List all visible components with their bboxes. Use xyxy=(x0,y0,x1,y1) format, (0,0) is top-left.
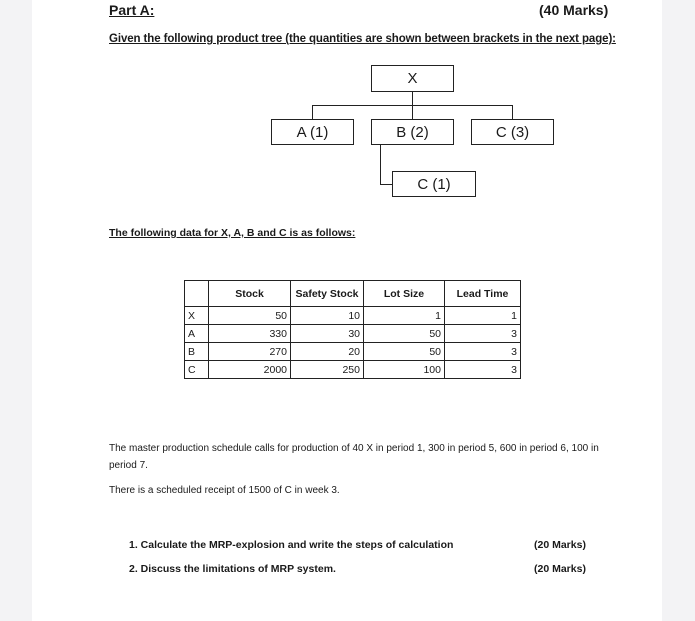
cell-lead-time: 3 xyxy=(445,325,521,343)
cell-item: C xyxy=(185,361,209,379)
cell-safety-stock: 30 xyxy=(291,325,364,343)
tree-node-c: C (3) xyxy=(471,119,554,145)
question-2-marks: (20 Marks) xyxy=(534,563,586,575)
cell-lead-time: 3 xyxy=(445,361,521,379)
data-heading: The following data for X, A, B and C is as follows: xyxy=(109,227,356,239)
inventory-table xyxy=(184,280,521,379)
question-2: 2. Discuss the limitations of MRP system. xyxy=(129,563,336,575)
question-1: 1. Calculate the MRP-explosion and write the steps of calculation xyxy=(129,539,454,551)
tree-node-b-c: C (1) xyxy=(392,171,476,197)
table-header-safety-stock: Safety Stock xyxy=(291,281,364,307)
table-row xyxy=(185,307,521,325)
cell-lot-size: 50 xyxy=(364,325,445,343)
tree-connector xyxy=(412,105,413,119)
table-header-row xyxy=(185,281,521,307)
tree-connector xyxy=(412,92,413,106)
cell-lot-size: 100 xyxy=(364,361,445,379)
cell-item: X xyxy=(185,307,209,325)
table-header-stock: Stock xyxy=(209,281,291,307)
cell-item: B xyxy=(185,343,209,361)
mps-paragraph: The master production schedule calls for production of 40 X in period 1, 300 in period 5, 600 in period 6, 100 in period 7. xyxy=(109,443,599,471)
cell-item: A xyxy=(185,325,209,343)
tree-connector xyxy=(380,145,381,185)
cell-lead-time: 1 xyxy=(445,307,521,325)
cell-lot-size: 1 xyxy=(364,307,445,325)
tree-connector xyxy=(312,105,313,119)
part-title: Part A: xyxy=(109,2,155,18)
cell-lot-size: 50 xyxy=(364,343,445,361)
cell-safety-stock: 250 xyxy=(291,361,364,379)
cell-stock: 2000 xyxy=(209,361,291,379)
table-row xyxy=(185,361,521,379)
question-1-marks: (20 Marks) xyxy=(534,539,586,551)
receipt-paragraph: There is a scheduled receipt of 1500 of C in week 3. xyxy=(109,485,340,496)
tree-node-a: A (1) xyxy=(271,119,354,145)
cell-stock: 330 xyxy=(209,325,291,343)
document-page xyxy=(32,0,662,621)
total-marks: (40 Marks) xyxy=(539,2,609,18)
tree-node-b: B (2) xyxy=(371,119,454,145)
table-row xyxy=(185,343,521,361)
intro-text: Given the following product tree (the quantities are shown between brackets in the next page): xyxy=(109,33,616,45)
cell-lead-time: 3 xyxy=(445,343,521,361)
table-header-lot-size: Lot Size xyxy=(364,281,445,307)
tree-node-root: X xyxy=(371,65,454,92)
table-header-lead-time: Lead Time xyxy=(445,281,521,307)
table-row xyxy=(185,325,521,343)
cell-safety-stock: 10 xyxy=(291,307,364,325)
table-header-blank xyxy=(185,281,209,307)
cell-stock: 270 xyxy=(209,343,291,361)
cell-safety-stock: 20 xyxy=(291,343,364,361)
tree-connector xyxy=(512,105,513,119)
cell-stock: 50 xyxy=(209,307,291,325)
tree-connector xyxy=(380,184,392,185)
